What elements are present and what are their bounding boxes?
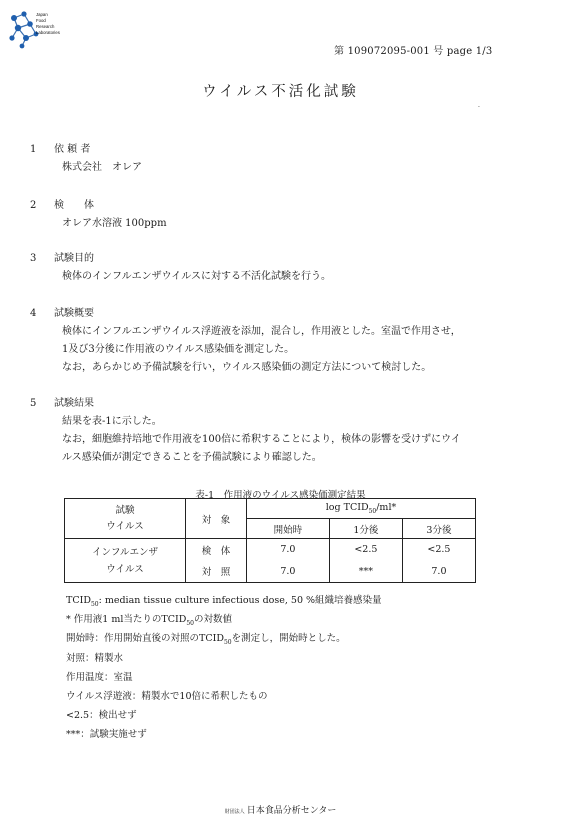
header-test-virus: 試験 ウイルス bbox=[65, 499, 186, 539]
page-title: ウイルス不活化試験 bbox=[202, 84, 359, 100]
section-2-heading: 2 検 体 bbox=[30, 200, 94, 211]
row-value: *** bbox=[329, 561, 402, 583]
document-number: 第 109072095-001 号 page 1/3 bbox=[334, 46, 493, 57]
section-4-heading: 4 試験概要 bbox=[30, 308, 94, 319]
note-temperature: 作用温度：室温 bbox=[66, 672, 133, 683]
section-5-heading: 5 試験結果 bbox=[30, 398, 94, 409]
section-1-text: 株式会社 オレア bbox=[62, 162, 142, 173]
row-value: 7.0 bbox=[247, 539, 330, 561]
note-start-time: 開始時：作用開始直後の対照の$TCID_{50}$を測定し，開始時とした。 bbox=[66, 633, 346, 646]
note-tcid-definition: $TCID_{50}$: median tissue culture infectious dose, 50 %組織培養感染量 bbox=[66, 595, 382, 608]
section-4-line-3: なお，あらかじめ予備試験を行い，ウイルス感染価の測定方法について検討した。 bbox=[62, 362, 432, 373]
section-5-line-2: なお，細胞維持培地で作用液を100倍に希釈することにより，検体の影響を受けずにウイ bbox=[62, 434, 461, 445]
virus-name-cell: インフルエンザ ウイルス bbox=[65, 539, 186, 583]
logo-text: Japan Food Research Laboratories bbox=[36, 12, 60, 35]
section-4-line-2: 1及び3分後に作用液のウイルス感染価を測定した。 bbox=[62, 344, 295, 355]
section-5-line-3: ルス感染価が測定できることを予備試験により確認した。 bbox=[62, 452, 322, 463]
results-table bbox=[64, 498, 476, 583]
note-asterisk: * 作用液1 ml当たりの$TCID_{50}$の対数値 bbox=[66, 614, 233, 627]
section-4-line-1: 検体にインフルエンザウイルス浮遊液を添加，混合し，作用液とした。室温で作用させ， bbox=[62, 326, 461, 337]
header-time-1min: 1分後 bbox=[329, 519, 402, 539]
table-caption: 表-1 作用液のウイルス感染価測定結果 bbox=[195, 490, 366, 501]
note-below-detection: <2.5：検出せず bbox=[66, 710, 137, 721]
header-time-3min: 3分後 bbox=[402, 519, 475, 539]
note-control: 対照：精製水 bbox=[66, 653, 124, 664]
row-value: 7.0 bbox=[247, 561, 330, 583]
row-value: <2.5 bbox=[329, 539, 402, 561]
section-1-heading: 1 依 頼 者 bbox=[30, 144, 91, 155]
header-time-start: 開始時 bbox=[247, 519, 330, 539]
header-log-tcid: $\log TCID_{50}/ml*$ bbox=[247, 499, 476, 519]
footer-organization: 財団法人 日本食品分析センター bbox=[224, 805, 337, 815]
stray-mark: . bbox=[478, 102, 480, 109]
table-row bbox=[65, 539, 476, 561]
row-subject: 検 体 bbox=[186, 539, 247, 561]
note-suspension: ウイルス浮遊液：精製水で10倍に希釈したもの bbox=[66, 691, 268, 702]
row-value: 7.0 bbox=[402, 561, 475, 583]
section-5-line-1: 結果を表-1に示した。 bbox=[62, 416, 162, 427]
section-2-text: オレア水溶液 100ppm bbox=[62, 218, 167, 229]
section-3-heading: 3 試験目的 bbox=[30, 253, 94, 264]
header-subject: 対 象 bbox=[186, 499, 247, 539]
note-not-done: ***：試験実施せず bbox=[66, 729, 147, 740]
row-subject: 対 照 bbox=[186, 561, 247, 583]
section-3-text: 検体のインフルエンザウイルスに対する不活化試験を行う。 bbox=[62, 271, 331, 282]
row-value: <2.5 bbox=[402, 539, 475, 561]
